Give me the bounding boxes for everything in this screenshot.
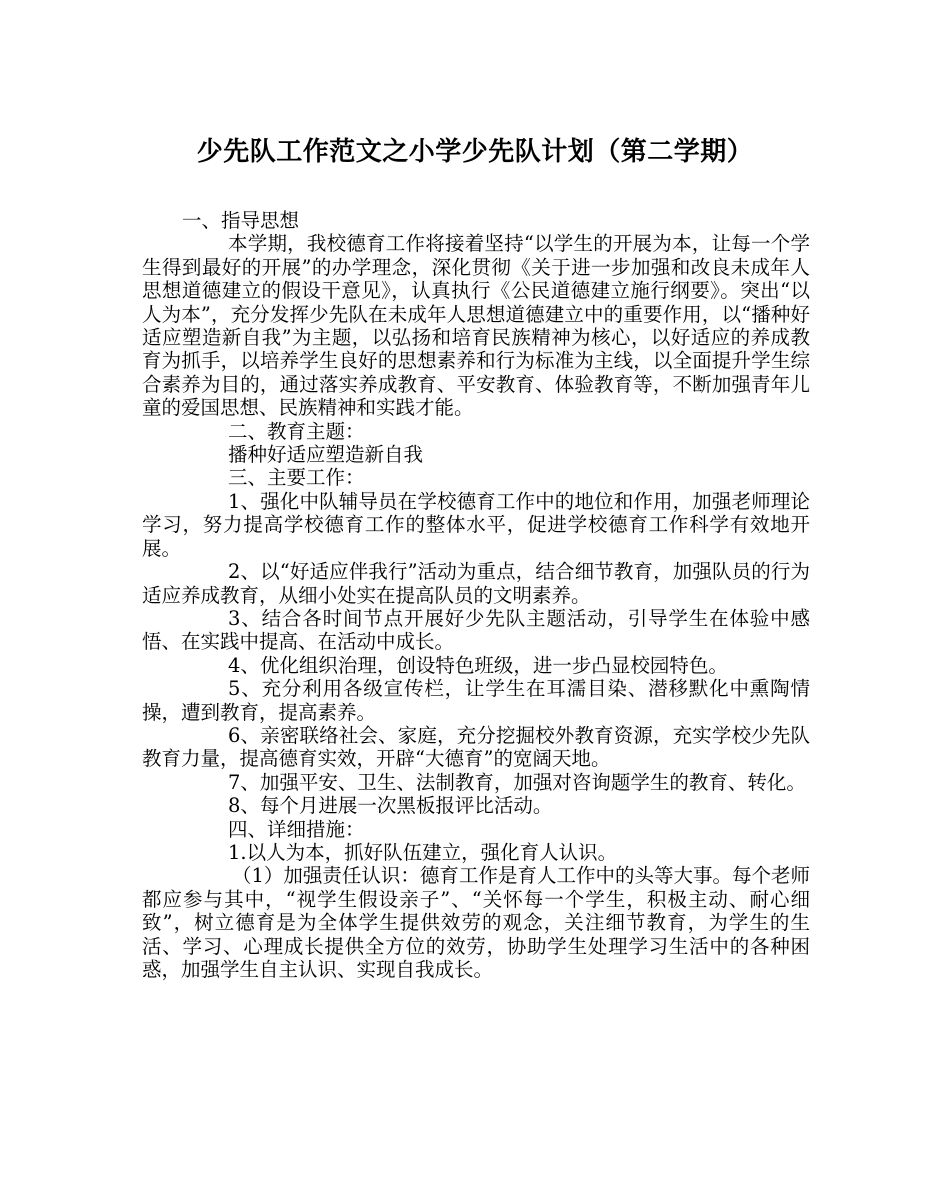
section-heading-guiding-ideology: 一、指导思想 (182, 209, 300, 232)
list-item-work-4: 4、优化组织治理，创设特色班级，进一步凸显校园特色。 (228, 653, 728, 677)
paragraph-guiding-ideology: 本学期，我校德育工作将接着坚持“以学生的开展为本，让每一个学生得到最好的开展”的办学理念，深化贯彻《关于进一步加强和改良未成年人思想道德建立的假设干意见》，认真执行《公民道德建立施行纲要》。突出“以人为本”，充分发挥少先队在未成年人思想道德建立中的重要作用，以“播种好适应塑造新自我”为主题，以弘扬和培育民族精神为核心，以好适应的养成教育为抓手，以培养学生良好的思想素养和行为标准为主线，以全面提升学生综合素养为目的，通过落实养成教育、平安教育、体验教育等，不断加强青年儿童的爱国思想、民族精神和实践才能。 (142, 232, 810, 420)
section-heading-detailed-measures: 四、详细措施： (228, 817, 365, 841)
list-item-work-3: 3、结合各时间节点开展好少先队主题活动，引导学生在体验中感悟、在实践中提高、在活动中成长。 (142, 606, 810, 654)
section-heading-main-work: 三、主要工作： (228, 466, 365, 490)
list-item-work-8: 8、每个月进展一次黑板报评比活动。 (228, 794, 553, 818)
document-body (142, 209, 810, 981)
section-heading-education-theme: 二、教育主题： (228, 419, 365, 443)
list-item-work-6: 6、亲密联络社会、家庭，充分挖掘校外教育资源，充实学校少先队教育力量，提高德育实效，开辟“大德育”的宽阔天地。 (142, 723, 810, 771)
paragraph-measure-1-1: （1）加强责任认识：德育工作是育人工作中的头等大事。每个老师都应参与其中，“视学生假设亲子”、“关怀每一个学生，积极主动、耐心细致”，树立德育是为全体学生提供效劳的观念，关注细节教育，为学生的生活、学习、心理成长提供全方位的效劳，协助学生处理学习生活中的各种困惑，加强学生自主认识、实现自我成长。 (142, 864, 810, 981)
list-item-work-5: 5、充分利用各级宣传栏，让学生在耳濡目染、潜移默化中熏陶情操，遭到教育，提高素养。 (142, 677, 810, 724)
list-item-work-7: 7、加强平安、卫生、法制教育，加强对咨询题学生的教育、转化。 (228, 770, 806, 794)
list-item-work-2: 2、以“好适应伴我行”活动为重点，结合细节教育，加强队员的行为适应养成教育，从细小处实在提高队员的文明素养。 (142, 560, 810, 607)
subheading-measure-1: 1.以人为本，抓好队伍建立，强化育人认识。 (228, 840, 618, 864)
paragraph-education-theme: 播种好适应塑造新自我 (228, 443, 424, 467)
list-item-work-1: 1、强化中队辅导员在学校德育工作中的地位和作用，加强老师理论学习，努力提高学校德育工作的整体水平，促进学校德育工作科学有效地开展。 (142, 489, 810, 560)
document-title: 少先队工作范文之小学少先队计划（第二学期） (196, 137, 754, 167)
